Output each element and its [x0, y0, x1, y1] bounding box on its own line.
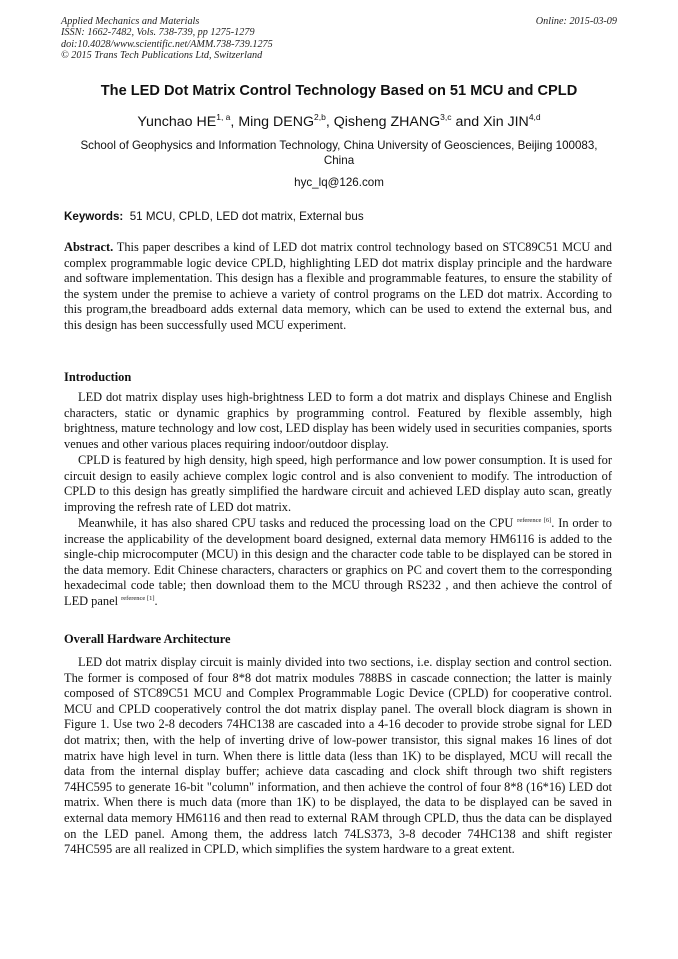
author-name: Yunchao HE	[137, 114, 217, 130]
abstract	[64, 240, 612, 334]
author-separator: ,	[325, 114, 334, 130]
journal-header	[61, 16, 617, 62]
section-heading-introduction: Introduction	[64, 370, 132, 384]
author-affiliation-mark: 3,c	[440, 112, 452, 122]
author-separator: ,	[230, 114, 239, 130]
introduction-paragraph-2: CPLD is featured by high density, high speed, high performance and low power consumption. It is used for circuit design to easily achieve complex logic control and is also convenient to modify. The introduction of CPLD to this design has greatly simplified the hardware circuit and achieved LED display auto scan, greatly improving the refresh rate of LED dot matrix.	[64, 453, 612, 514]
citation-reference-6: reference [6]	[517, 517, 552, 524]
keywords-label: Keywords:	[64, 210, 124, 223]
section-heading-hardware: Overall Hardware Architecture	[64, 632, 231, 646]
journal-doi: doi:10.4028/www.scientific.net/AMM.738-739.1275	[61, 38, 273, 50]
keywords-text: 51 MCU, CPLD, LED dot matrix, External bus	[129, 210, 364, 223]
paper-title: The LED Dot Matrix Control Technology Based on 51 MCU and CPLD	[100, 83, 578, 99]
intro-p3-text-c: .	[154, 593, 158, 608]
intro-p3-text-a: Meanwhile, it has also shared CPU tasks and reduced the processing load on the CPU	[78, 516, 514, 530]
author-list	[40, 113, 638, 131]
author-email: hyc_lq@126.com	[294, 176, 384, 189]
introduction-paragraph-3	[64, 516, 612, 610]
author-affiliation-mark: 2,b	[314, 112, 326, 122]
online-date: Online: 2015-03-09	[535, 16, 617, 27]
author-affiliation-mark: 1, a	[216, 112, 231, 122]
intro-p3-text-b: . In order to increase the applicability of the development board designed, external data memory HM6116 is added to the single-chip microcomputer (MCU) in this design and the character code table to be displayed can be stored in the data memory. Edit Chinese characters, characters or graphics on PC and covert them to the corresponding hexadecimal code table; then download them to the MCU through RS232 , and then achieve the control of LED panel	[64, 516, 613, 608]
author-affiliation-mark: 4,d	[528, 112, 541, 122]
keywords	[64, 209, 620, 224]
journal-issn: ISSN: 1662-7482, Vols. 738-739, pp 1275-1279	[61, 27, 255, 39]
author-name: Xin JIN	[483, 114, 529, 130]
affiliation: School of Geophysics and Information Technology, China University of Geosciences, Beijing 100083, China	[80, 139, 598, 167]
author-name: Ming DENG	[238, 114, 314, 130]
journal-name: Applied Mechanics and Materials	[61, 16, 200, 27]
journal-copyright: © 2015 Trans Tech Publications Ltd, Switzerland	[61, 50, 263, 62]
author-name: Qisheng ZHANG	[333, 114, 441, 130]
hardware-paragraph-1: LED dot matrix display circuit is mainly divided into two sections, i.e. display section and control section. The former is composed of four 8*8 dot matrix modules 788BS in cascade connection; the latter is mainly composed of STC89C51 MCU and Complex Programmable Logic Device (CPLD) for cooperative control. MCU and CPLD cooperatively control the dot matrix display panel. The overall block diagram is shown in Figure 1. Use two 2-8 decoders 74HC138 are cascaded into a 4-16 decoder to provide strobe signal for LED dot matrix; then, with the help of inverting drive of low-power transistor, this signal makes 16 lines of dot matrix have high level in turn. When there is little data (less than 1K) to be displayed, MCU will recall the data from the internal display buffer; achieve data cascading and clock shift through two shift registers 74HC595 to generate 16-bit "column" information, and then achieve the control of four 8*8 (16*16) LED dot matrix. When there is much data (more than 1K) to be displayed, the data to be displayed can be saved in external data memory HM6116 and then read to external RAM through CPLD, thus the data can be displayed on the LED panel. Among them, the address latch 74LS373, 3-8 decoder 74HC138 and shift register 74HC595 are all realized in CPLD, which simplifies the system hardware to a great extent.	[64, 655, 612, 857]
citation-reference-1: reference [1]	[121, 594, 155, 602]
abstract-label: Abstract.	[64, 240, 114, 254]
author-separator: and	[451, 114, 484, 130]
introduction-paragraph-1: LED dot matrix display uses high-brightness LED to form a dot matrix and displays Chinese and English characters, static or dynamic graphics by programming control. Featured by flexible assembly, high brightness, mature technology and low cost, LED display has been widely used in securities companies, sports venues and other various places requiring indoor/outdoor display.	[64, 390, 612, 451]
abstract-text: This paper describes a kind of LED dot matrix control technology based on STC89C51 MCU and complex programmable logic device CPLD, highlighting LED dot matrix display principle and the hardware and software implementation. This design has a flexible and programmable features, to ensure the stability of the system under the premise to achieve a variety of control programs on the LED dot matrix. According to this program,the breadboard adds external data memory, which can be used to extend the external bus, and this design has been successfully used MCU experiment.	[64, 240, 613, 332]
